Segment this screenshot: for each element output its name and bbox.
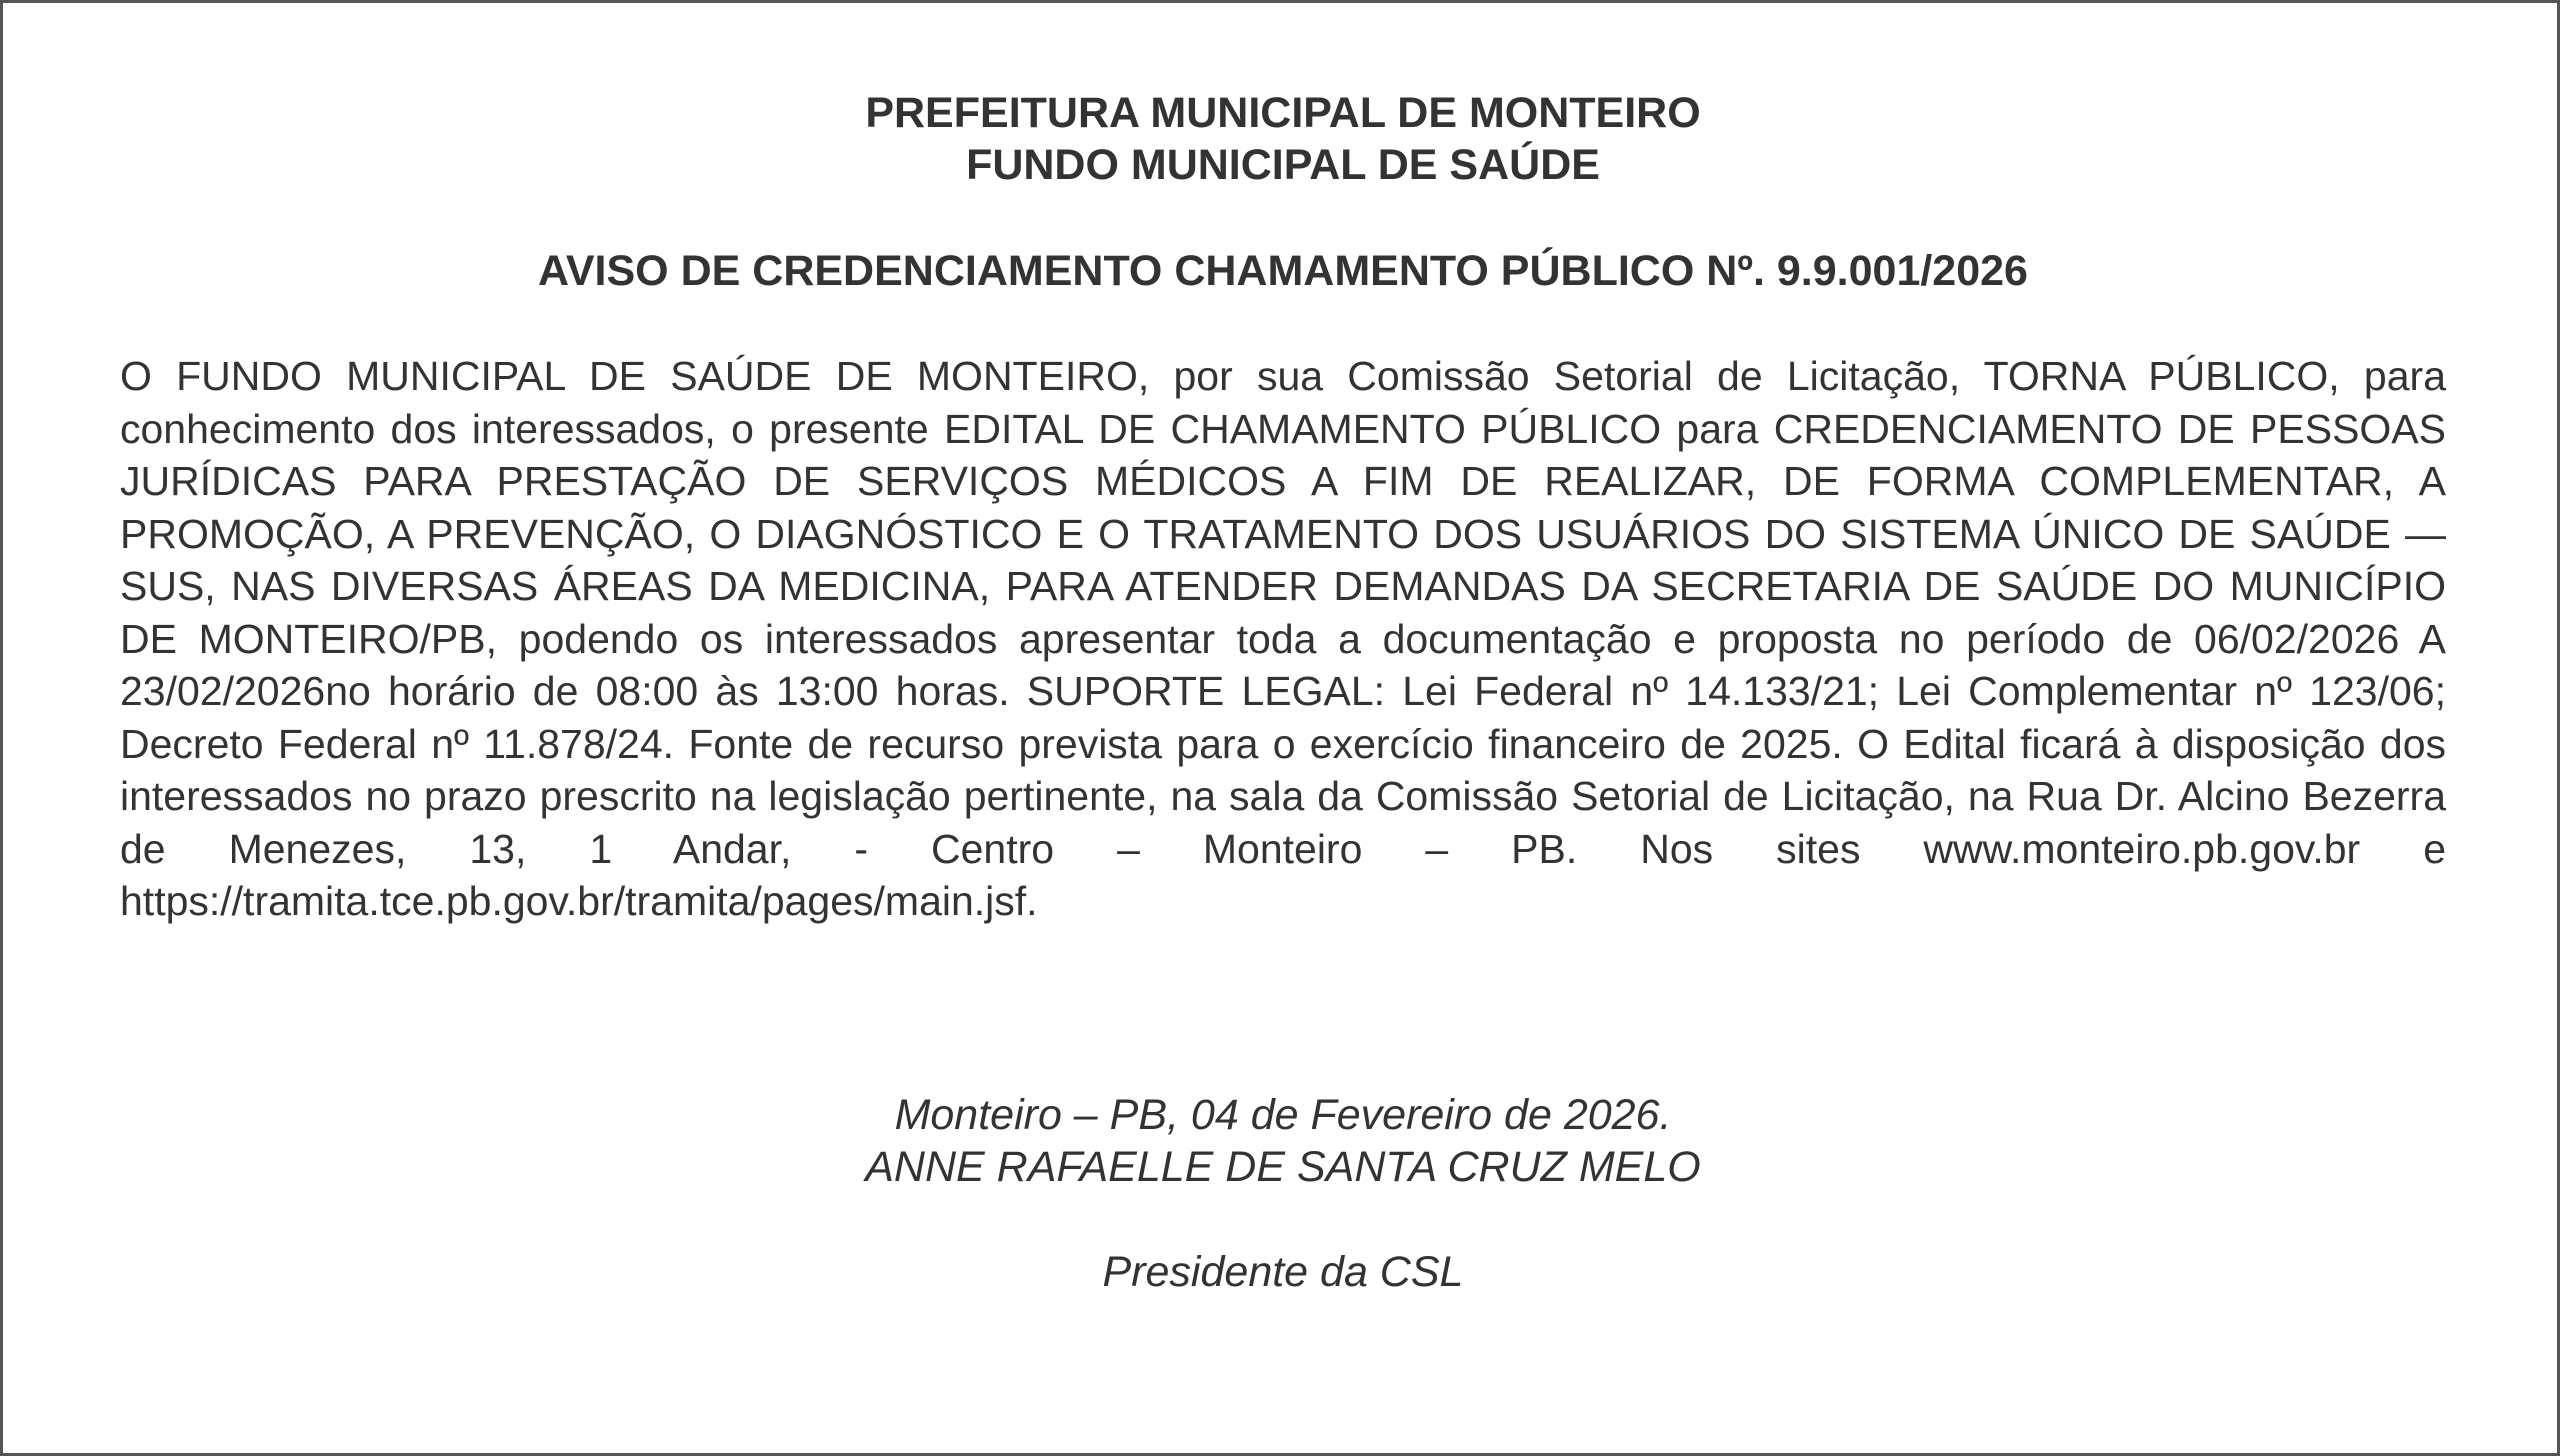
issuer-name: PREFEITURA MUNICIPAL DE MONTEIRO — [865, 89, 1701, 137]
place-date: Monteiro – PB, 04 de Fevereiro de 2026. — [894, 1091, 1672, 1139]
signatory-role: Presidente da CSL — [1102, 1248, 1464, 1296]
issuer-department: FUNDO MUNICIPAL DE SAÚDE — [966, 141, 1600, 189]
notice-title: AVISO DE CREDENCIAMENTO CHAMAMENTO PÚBLICO Nº. 9.9.001/2026 — [538, 247, 2028, 295]
signatory-name: ANNE RAFAELLE DE SANTA CRUZ MELO — [865, 1143, 1701, 1191]
notice-body: O FUNDO MUNICIPAL DE SAÚDE DE MONTEIRO, por sua Comissão Setorial de Licitação, TORNA PÚBLICO, para conhecimento dos interessados, o presente EDITAL DE CHAMAMENTO PÚBLICO para CREDENCIAMENTO DE PESSOAS JURÍDICAS PARA PRESTAÇÃO DE SERVIÇOS MÉDICOS A FIM DE REALIZAR, DE FORMA COMPLEMENTAR, A PROMOÇÃO, A PREVENÇÃO, O DIAGNÓSTICO E O TRATAMENTO DOS USUÁRIOS DO SISTEMA ÚNICO DE SAÚDE — SUS, NAS DIVERSAS ÁREAS DA MEDICINA, PARA ATENDER DEMANDAS DA SECRETARIA DE SAÚDE DO MUNICÍPIO DE MONTEIRO/PB, podendo os interessados apresentar toda a documentação e proposta no período de 06/02/2026 A 23/02/2026no horário de 08:00 às 13:00 horas. SUPORTE LEGAL: Lei Federal nº 14.133/21; Lei Complementar nº 123/06; Decreto Federal nº 11.878/24. Fonte de recurso prevista para o exercício financeiro de 2025. O Edital ficará à disposição dos interessados no prazo prescrito na legislação pertinente, na sala da Comissão Setorial de Licitação, na Rua Dr. Alcino Bezerra de Menezes, 13, 1 Andar, - Centro – Monteiro – PB. Nos sites www.monteiro.pb.gov.br e https://tramita.tce.pb.gov.br/tramita/pages/main.jsf. — [120, 353, 2446, 924]
